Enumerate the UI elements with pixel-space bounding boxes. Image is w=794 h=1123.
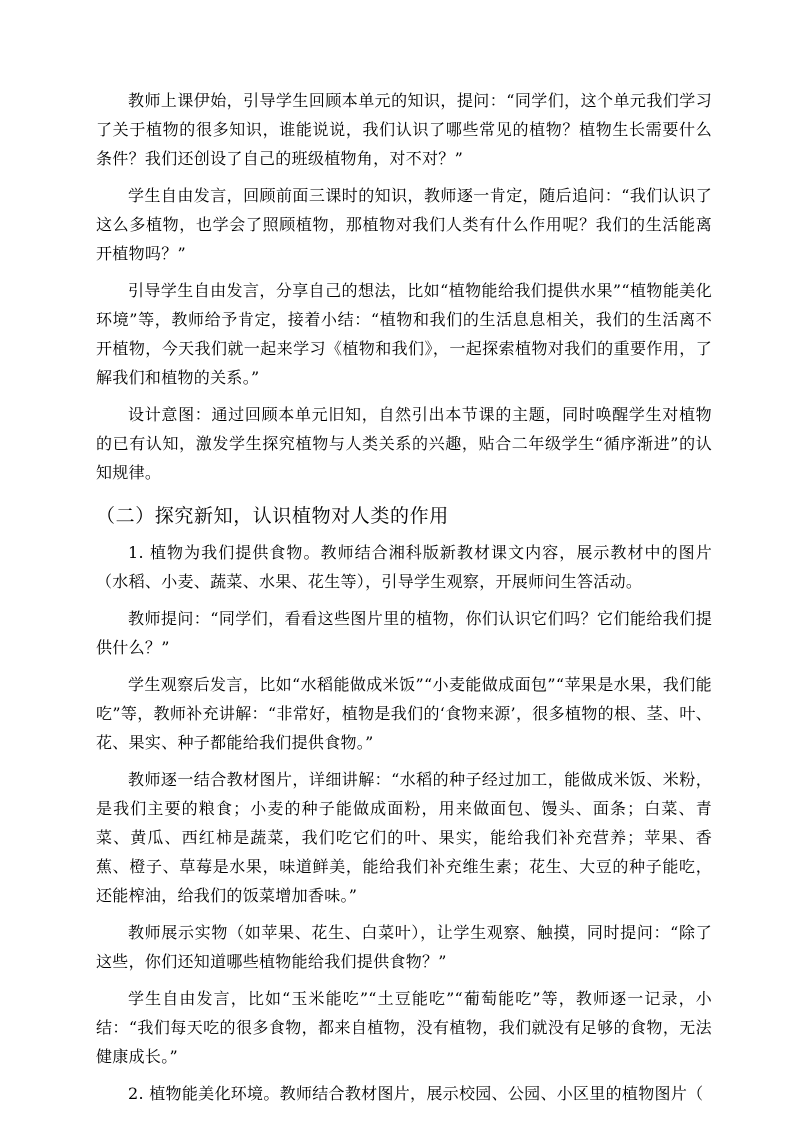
paragraph-spacer (96, 596, 712, 604)
paragraph-spacer (96, 910, 712, 918)
student-answer-paragraph: 学生观察后发言，比如“水稻能做成米饭”“小麦能做成面包”“苹果是水果，我们能吃”等，教师补充讲解：“非常好，植物是我们的‘食物来源’，很多植物的根、茎、叶、花、果实、种子都能给我们提供食物。” (96, 675, 712, 752)
paragraph-spacer (96, 1071, 712, 1079)
intro-paragraph-3: 引导学生自由发言，分享自己的想法，比如“植物能给我们提供水果”“植物能美化环境”等，教师给予肯定，接着小结：“植物和我们的生活息息相关，我们的生活离不开植物，今天我们就一起来学习《植物和我们》，一起探索植物对我们的重要作用，了解我们和植物的关系。” (96, 281, 712, 387)
intro-paragraph-1: 教师上课伊始，引导学生回顾本单元的知识，提问：“同学们，这个单元我们学习了关于植物的很多知识，谁能说说，我们认识了哪些常见的植物？植物生长需要什么条件？我们还创设了自己的班级植物角，对不对？” (96, 91, 712, 168)
detailed-explanation-paragraph: 教师逐一结合教材图片，详细讲解：“水稻的种子经过加工，能做成米饭、米粉，是我们主要的粮食；小麦的种子能做成面粉，用来做面包、馒头、面条；白菜、青菜、黄瓜、西红柿是蔬菜，我们吃它们的叶、果实，能给我们补充营养；苹果、香蕉、橙子、草莓是水果，味道鲜美，能给我们补充维生素；花生、大豆的种子能吃，还能榨油，给我们的饭菜增加香味。” (96, 770, 712, 905)
teacher-question-paragraph: 教师提问：“同学们，看看这些图片里的植物，你们认识它们吗？它们能给我们提供什么？” (96, 609, 712, 657)
intro-paragraph-2: 学生自由发言，回顾前面三课时的知识，教师逐一肯定，随后追问：“我们认识了这么多植物，也学会了照顾植物，那植物对我们人类有什么作用呢？我们的生活能离开植物吗？” (96, 186, 712, 263)
paragraph-spacer (96, 976, 712, 984)
paragraph-spacer (96, 173, 712, 181)
section-spacer (96, 487, 712, 502)
object-display-paragraph: 教师展示实物（如苹果、花生、白菜叶），让学生观察、触摸，同时提问：“除了这些，你们还知道哪些植物能给我们提供食物？” (96, 923, 712, 971)
document-body (96, 86, 712, 1108)
section-heading: （二）探究新知，认识植物对人类的作用 (96, 505, 449, 527)
section-spacer (96, 530, 712, 538)
food-source-paragraph: 1. 植物为我们提供食物。教师结合湘科版新教材课文内容，展示教材中的图片（水稻、小麦、蔬菜、水果、花生等），引导学生观察，开展师问生答活动。 (96, 543, 712, 591)
paragraph-spacer (96, 757, 712, 765)
paragraph-spacer (96, 662, 712, 670)
design-intent-paragraph: 设计意图：通过回顾本单元旧知，自然引出本节课的主题，同时唤醒学生对植物的已有认知，激发学生探究植物与人类关系的兴趣，贴合二年级学生“循序渐进”的认知规律。 (96, 405, 712, 482)
beautify-environment-paragraph: 2. 植物能美化环境。教师结合教材图片，展示校园、公园、小区里的植物图片（ (128, 1084, 704, 1103)
paragraph-spacer (96, 392, 712, 400)
paragraph-spacer (96, 268, 712, 276)
student-free-speech-paragraph: 学生自由发言，比如“玉米能吃”“土豆能吃”“葡萄能吃”等，教师逐一记录，小结：“我们每天吃的很多食物，都来自植物，没有植物，我们就没有足够的食物，无法健康成长。” (96, 989, 712, 1066)
